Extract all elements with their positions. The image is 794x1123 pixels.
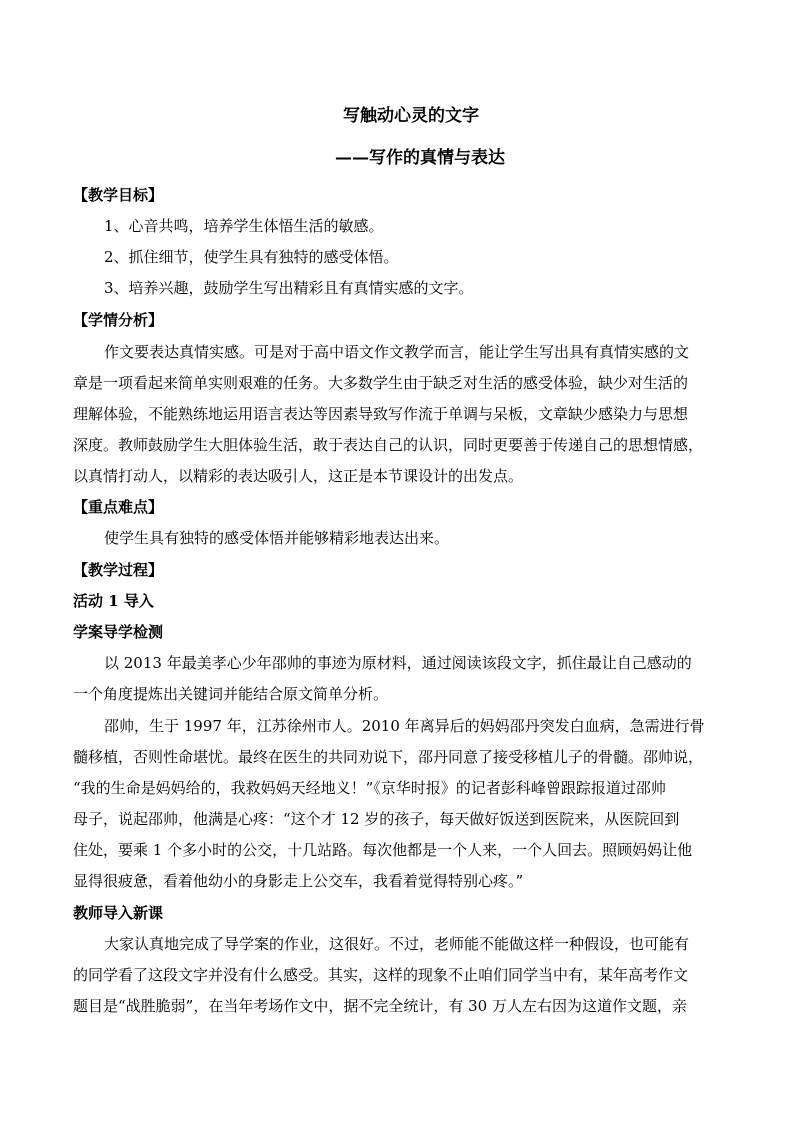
paragraph-line: 住处，要乘 1 个多小时的公交，十几站路。每次他都是一个人来，一个人回去。照顾妈妈让他 — [73, 841, 693, 859]
section-heading-analysis: 【学情分析】 — [73, 311, 164, 329]
paragraph-line: “我的生命是妈妈给的，我救妈妈天经地义！”《京华时报》的记者彭科峰曾跟踪报道过邵帅 — [73, 779, 666, 797]
paragraph-line: 以 2013 年最美孝心少年邵帅的事迹为原材料，通过阅读该段文字，抓住最让自己感动的 — [104, 654, 692, 672]
paragraph-line: 题目是“战胜脆弱”，在当年考场作文中，据不完全统计，有 30 万人左右因为这道作文题，亲 — [73, 997, 687, 1015]
subheading-guided-check: 学案导学检测 — [73, 623, 164, 641]
section-heading-objectives: 【教学目标】 — [73, 186, 164, 204]
paragraph-line: 的同学看了这段文字并没有什么感受。其实，这样的现象不止咱们同学当中有，某年高考作文 — [73, 966, 689, 984]
paragraph-line: 母子，说起邵帅，他满是心疼：“这个才 12 岁的孩子，每天做好饭送到医院来，从医院回到 — [73, 810, 680, 828]
paragraph-line: 一个角度提炼出关键词并能结合原文简单分析。 — [73, 685, 389, 703]
analysis-line: 作文要表达真情实感。可是对于高中语文作文教学而言，能让学生写出具有真情实感的文 — [104, 343, 690, 361]
document-subtitle: ——写作的真情与表达 — [335, 148, 505, 168]
analysis-line: 以真情打动人，以精彩的表达吸引人，这正是本节课设计的出发点。 — [73, 467, 524, 485]
objective-item: 2、抓住细节，使学生具有独特的感受体悟。 — [104, 248, 399, 266]
paragraph-line: 髓移植，否则性命堪忧。最终在医生的共同劝说下，邵丹同意了接受移植儿子的骨髓。邵帅说， — [73, 748, 704, 766]
subheading-teacher-intro: 教师导入新课 — [73, 904, 164, 922]
paragraph-line: 邵帅，生于 1997 年，江苏徐州市人。2010 年离异后的妈妈邵丹突发白血病，急需进行骨 — [104, 717, 705, 735]
objective-item: 3、培养兴趣，鼓励学生写出精彩且有真情实感的文字。 — [104, 279, 474, 297]
analysis-line: 章是一项看起来简单实则艰难的任务。大多数学生由于缺乏对生活的感受体验，缺少对生活的 — [73, 374, 689, 392]
section-heading-key-points: 【重点难点】 — [73, 498, 164, 516]
key-points-text: 使学生具有独特的感受体悟并能够精彩地表达出来。 — [104, 529, 450, 547]
objective-item: 1、心音共鸣，培养学生体悟生活的敏感。 — [104, 217, 384, 235]
document-title: 写触动心灵的文字 — [343, 106, 479, 126]
section-heading-process: 【教学过程】 — [73, 561, 164, 579]
activity-heading: 活动 1 导入 — [73, 592, 154, 610]
paragraph-line: 大家认真地完成了导学案的作业，这很好。不过，老师能不能做这样一种假设，也可能有 — [104, 935, 690, 953]
paragraph-line: 显得很疲惫，看着他幼小的身影走上公交车，我看着觉得特别心疼。” — [73, 872, 524, 890]
analysis-line: 深度。教师鼓励学生大胆体验生活，敢于表达自己的认识，同时更要善于传递自己的思想情感， — [73, 436, 704, 454]
analysis-line: 理解体验，不能熟练地运用语言表达等因素导致写作流于单调与呆板，文章缺少感染力与思想 — [73, 405, 689, 423]
